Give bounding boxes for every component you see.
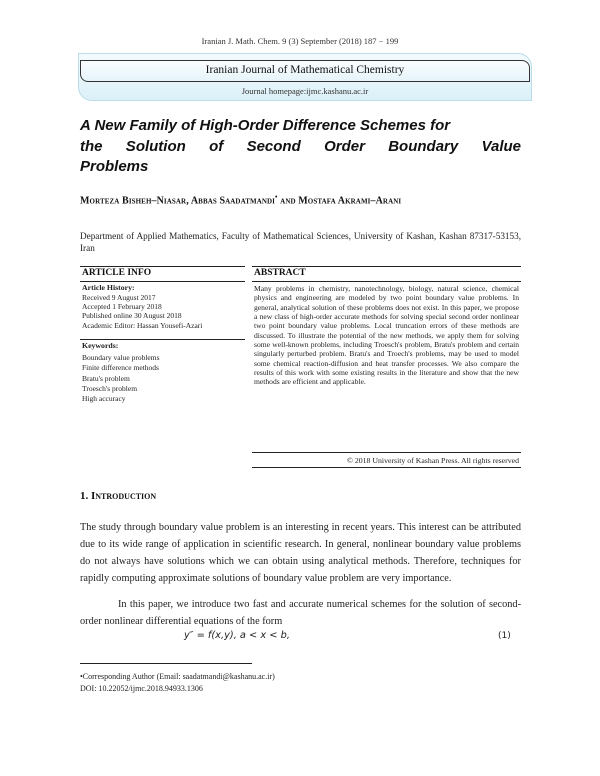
title-line: A New Family of High-Order Difference Schemes for: [80, 117, 451, 134]
history-line: Received 9 August 2017: [82, 293, 156, 302]
keyword: Bratu's problem: [82, 373, 130, 383]
running-head: Iranian J. Math. Chem. 9 (3) September (2018) 187 − 199: [201, 36, 399, 46]
title-line: the Solution of Second Order Boundary Value: [80, 137, 521, 155]
keywords-heading: Keywords:: [82, 341, 119, 350]
authors-part-1: Morteza Bisheh–Niasar, Abbas Saadatmandi: [80, 195, 275, 207]
keyword: High accuracy: [82, 394, 126, 404]
corresponding-marker: •: [275, 193, 278, 201]
abstract-heading: ABSTRACT: [254, 268, 306, 278]
article-history: [82, 293, 202, 330]
abstract-rule-end: [252, 452, 521, 453]
section-heading-introduction: 1. Introduction: [80, 490, 157, 502]
title-line: Problems: [80, 158, 149, 175]
article-info-rule-top: [80, 266, 245, 267]
footnote-doi: DOI: 10.22052/ijmc.2018.94933.1306: [80, 684, 203, 693]
keywords-list: [82, 353, 159, 404]
abstract-text: Many problems in chemistry, nanotechnology, biology, natural science, chemical physics and engineering are modeled by two point boundary value problems. In general, analytical solution of these problems does not exist. In this paper, we propose a new class of high-order accurate methods for solving special second order nonlinear two point boundary value problems. Local truncation errors of these methods are discussed. To illustrate the potential of the new methods, we apply them for solving some well-known problems, including Troesch's problem, Bratu's problem and certain singularly perturbed problem. Bratu's and Troech's problems, may be used to model some chemical reaction-diffusion and heat transfer processes. We also compare the results of this work with some existing results in the literature and show that the new methods are efficient and applicable.: [254, 284, 519, 387]
affiliation: Department of Applied Mathematics, Faculty of Mathematical Sciences, University of Kashan, Kashan 87317-53153, Iran: [80, 231, 521, 253]
authors-part-2: and Mostafa Akrami–Arani: [280, 195, 402, 207]
keyword: Boundary value problems: [82, 353, 160, 362]
history-line: Published online 30 August 2018: [82, 311, 182, 321]
intro-paragraph: The study through boundary value problem is an interesting in recent years. This interest can be attributed due to its wide range of application in scientific research. In general, nonlinear boundary value problems do not always have solutions which we can obtain using analytical methods. Therefore, techniques for rapidly computing approximate solutions of boundary value problem are very importance.: [80, 522, 521, 584]
paper-title: [80, 116, 521, 178]
abstract-rule-final: [252, 467, 521, 468]
abstract-rule-bottom: [252, 281, 521, 282]
keyword: Finite difference methods: [82, 363, 159, 373]
history-line: Academic Editor: Hassan Yousefi-Azari: [82, 320, 203, 330]
equation-1: y″ = f(x,y), a < x < b,: [184, 630, 290, 641]
keywords-rule: [80, 339, 245, 340]
equation-number: (1): [498, 631, 511, 641]
article-info-heading: ARTICLE INFO: [82, 268, 152, 278]
history-heading: Article History:: [82, 283, 135, 292]
keyword: Troesch's problem: [82, 383, 138, 393]
journal-homepage: Journal homepage:ijmc.kashanu.ac.ir: [241, 86, 369, 96]
journal-name: Iranian Journal of Mathematical Chemistry: [205, 64, 405, 76]
footnote-corresponding-author: •Corresponding Author (Email: saadatmandi@kashanu.ac.ir): [80, 672, 275, 681]
intro-paragraph: In this paper, we introduce two fast and accurate numerical schemes for the solution of second-order nonlinear differential equations of the form: [80, 599, 521, 627]
footnote-rule: [80, 663, 252, 664]
history-line: Accepted 1 February 2018: [82, 302, 162, 312]
author-list: [80, 193, 530, 206]
article-info-rule-bottom: [80, 281, 245, 282]
abstract-rule-top: [252, 266, 521, 267]
copyright-notice: © 2018 University of Kashan Press. All rights reserved: [346, 456, 519, 465]
